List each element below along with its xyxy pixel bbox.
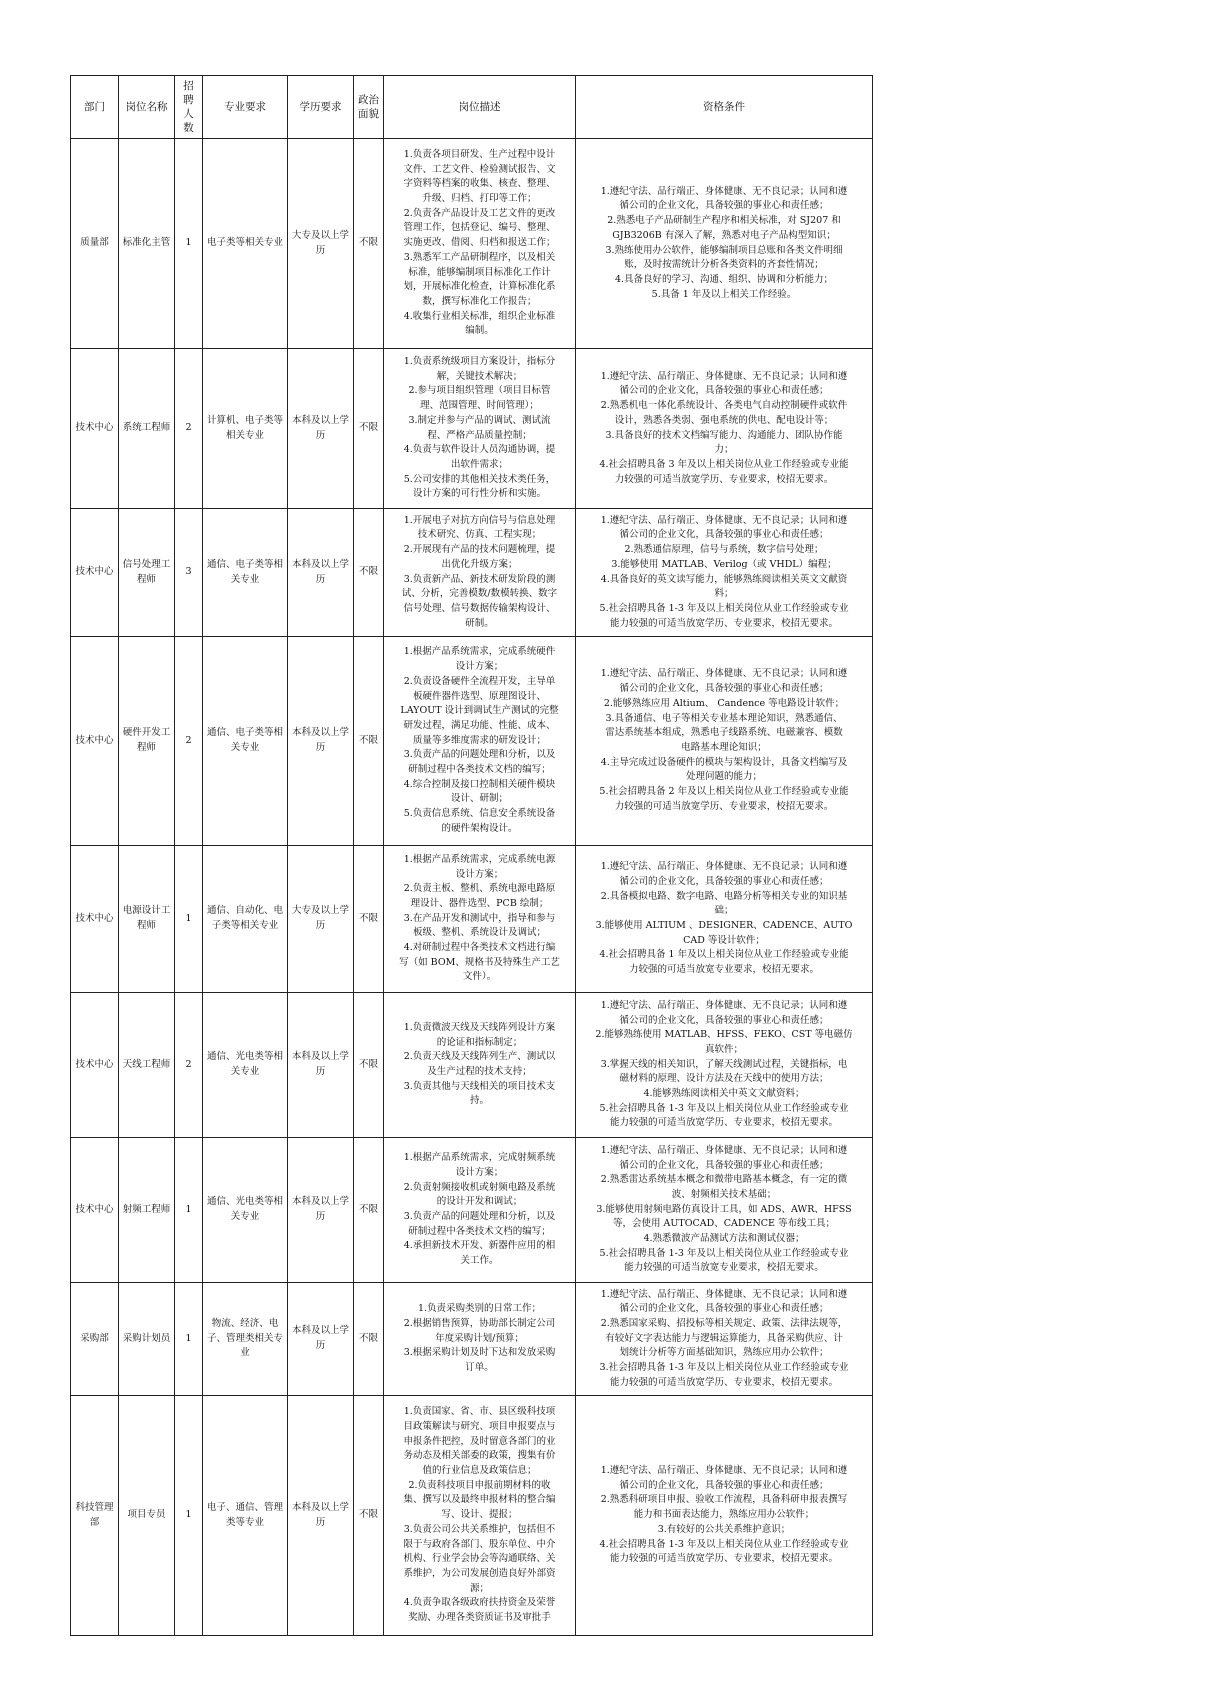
table-row — [71, 1283, 873, 1396]
qualification-line: 3.能够使用 MATLAB、Verilog（或 VHDL）编程； — [611, 558, 837, 570]
qualification-line: 划统计分析等方面基础知识，熟练应用办公软件； — [619, 1347, 829, 1359]
position-cell: 信号处理工程师 — [119, 509, 175, 637]
table-row — [71, 993, 873, 1138]
description-line: 1.负责微波天线及天线阵列设计方案 — [403, 1021, 556, 1033]
qualification-cell — [576, 993, 873, 1138]
description-cell — [384, 509, 576, 637]
qualification-line: 2.熟悉雷达系统基本概念和微带电路基本概念，有一定的微 — [600, 1174, 848, 1186]
qualification-line: 有较好文字表达能力与逻辑运算能力，具备采购供应、计 — [605, 1332, 843, 1344]
education-cell: 本科及以上学历 — [288, 1138, 354, 1283]
qualification-line: 4.具备良好的英文读写能力，能够熟练阅读相关英文文献资 — [600, 573, 848, 585]
count-cell: 1 — [175, 1138, 203, 1283]
description-line: 字资料等档案的收集、核查、整理、 — [403, 178, 556, 190]
table-row — [71, 1396, 873, 1636]
qualification-line: 力较强的可适当放宽学历、专业要求，校招无要求。 — [614, 473, 834, 485]
education-cell: 大专及以上学历 — [288, 846, 354, 993]
count-cell: 2 — [175, 993, 203, 1138]
qualification-line: 5.社会招聘具备 1-3 年及以上相关岗位从业工作经验或专业 — [599, 602, 849, 614]
qualification-line: 1.遵纪守法、品行端正、身体健康、无不良记录；认同和遵 — [600, 1288, 848, 1300]
qualification-line: 能力较强的可适当放宽专业要求，校招无要求。 — [624, 1262, 824, 1274]
qualification-line: 2.能够熟练使用 MATLAB、HFSS、FEKO、CST 等电磁仿 — [595, 1029, 853, 1041]
qualification-line: 磁材料的原理、设计方法及在天线中的使用方法； — [619, 1073, 829, 1085]
description-line: 试、分析，完善模数/数模转换、数字 — [401, 588, 558, 600]
education-cell: 本科及以上学历 — [288, 993, 354, 1138]
description-line: 技术研究、仿真、工程实现； — [417, 529, 542, 541]
qualification-line: 2.能够熟练应用 Altium、 Candence 等电路设计软件； — [603, 697, 845, 709]
count-cell: 2 — [175, 637, 203, 846]
description-line: 年度采购计划/预算； — [435, 1332, 524, 1344]
description-line: 写（如 BOM、规格书及特殊生产工艺 — [399, 956, 560, 968]
qualification-line: 波、射频相关技术基础； — [671, 1188, 777, 1200]
description-line: 奖励、办理各类资质证书及审批手 — [408, 1612, 551, 1624]
qualification-line: 循公司的企业文化，具备较强的事业心和责任感； — [619, 200, 829, 212]
count-cell: 2 — [175, 349, 203, 509]
position-cell: 项目专员 — [119, 1396, 175, 1636]
description-line: 4.对研制过程中各类技术文档进行编 — [403, 942, 556, 954]
qualification-line: 1.遵纪守法、品行端正、身体健康、无不良记录；认同和遵 — [600, 861, 848, 873]
description-line: 2.参与项目组织管理（项目目标管 — [408, 385, 551, 397]
education-cell: 大专及以上学历 — [288, 139, 354, 349]
description-line: 3.负责公司公共关系维护，包括但不 — [403, 1523, 556, 1535]
description-cell — [384, 1138, 576, 1283]
position-cell: 射频工程师 — [119, 1138, 175, 1283]
qualification-line: 5.社会招聘具备 1-3 年及以上相关岗位从业工作经验或专业 — [599, 1102, 849, 1114]
education-cell: 本科及以上学历 — [288, 1396, 354, 1636]
position-cell: 采购计划员 — [119, 1283, 175, 1396]
description-line: 板级、整机、系统设计及调试； — [412, 927, 546, 939]
description-line: 程、严格产品质量控制； — [427, 429, 532, 441]
qualification-line: 1.遵纪守法、品行端正、身体健康、无不良记录；认同和遵 — [600, 185, 848, 197]
qualification-line: 料； — [714, 588, 734, 600]
description-line: 理设计、器件选型、PCB 绘制； — [410, 897, 549, 909]
description-line: 1.负责系统级项目方案设计，指标分 — [403, 355, 556, 367]
qualification-line: 3.掌握天线的相关知识，了解天线测试过程，关键指标，电 — [600, 1058, 848, 1070]
political-cell: 不限 — [354, 637, 384, 846]
dept-cell: 技术中心 — [71, 846, 119, 993]
description-line: 研制过程中各类技术文档的编写； — [408, 764, 551, 776]
description-line: 2.负责设备硬件全流程开发，主导单 — [403, 675, 556, 687]
description-line: 4.综合控制及接口控制相关硬件模块 — [403, 778, 556, 790]
qualification-line: 循公司的企业文化，具备较强的事业心和责任感； — [619, 683, 829, 695]
description-cell — [384, 993, 576, 1138]
qualification-line: 真软件； — [704, 1043, 743, 1055]
dept-cell: 技术中心 — [71, 1138, 119, 1283]
qualification-line: 4.主导完成过设备硬件的模块与架构设计，具备文档编写及 — [600, 756, 848, 768]
qualification-line: 循公司的企业文化，具备较强的事业心和责任感； — [619, 529, 829, 541]
major-cell: 通信、自动化、电子类等相关专业 — [203, 846, 288, 993]
qualification-line: 处理问题的能力； — [685, 771, 762, 783]
qualification-line: 2.熟悉机电一体化系统设计、各类电气自动控制硬件或软件 — [600, 400, 848, 412]
qualification-line: 循公司的企业文化，具备较强的事业心和责任感； — [619, 385, 829, 397]
qualification-line: 电路基本理论知识； — [681, 742, 767, 753]
major-cell: 计算机、电子类等相关专业 — [203, 349, 288, 509]
education-cell: 本科及以上学历 — [288, 637, 354, 846]
description-line: 的设计开发和调试； — [436, 1196, 523, 1208]
major-cell: 电子、通信、管理类等专业 — [203, 1396, 288, 1636]
description-line: 申报条件把控，及时留意各部门的业 — [403, 1435, 556, 1447]
description-line: 的论证和指标制定； — [436, 1036, 523, 1048]
count-cell: 1 — [175, 139, 203, 349]
description-line: 3.制定并参与产品的调试、测试流 — [408, 414, 551, 426]
education-cell: 本科及以上学历 — [288, 349, 354, 509]
qualification-line: 能力较强的可适当放宽学历、专业要求，校招无要求。 — [609, 1553, 838, 1565]
qualification-cell — [576, 1283, 873, 1396]
description-line: 3.负责产品的问题处理和分析，以及 — [403, 749, 556, 761]
description-line: 理、范围管理、时间管理）； — [420, 400, 539, 412]
dept-cell: 技术中心 — [71, 509, 119, 637]
header-political: 政治面貌 — [354, 76, 384, 139]
description-line: 订单。 — [465, 1362, 494, 1374]
major-cell: 电子类等相关专业 — [203, 139, 288, 349]
description-line: 1.开展电子对抗方向信号与信息处理 — [403, 514, 556, 526]
count-cell: 1 — [175, 1283, 203, 1396]
description-line: 出优化升级方案； — [441, 558, 518, 570]
description-cell — [384, 637, 576, 846]
description-line: 出软件需求； — [450, 458, 508, 470]
qualification-line: 能力和书面表达能力，熟练应用办公软件； — [633, 1509, 815, 1521]
education-cell: 本科及以上学历 — [288, 1283, 354, 1396]
description-line: 解，关键技术解决； — [436, 370, 523, 382]
header-count: 招聘人数 — [175, 76, 203, 139]
description-line: 设计方案； — [455, 1166, 504, 1178]
qualification-line: 3.熟练使用办公软件，能够编制项目总账和各类文件明细 — [605, 244, 843, 256]
description-line: 3.根据采购计划及时下达和发放采购 — [403, 1347, 556, 1359]
qualification-line: 4.社会招聘具备 3 年及以上相关岗位从业工作经验或专业能 — [599, 458, 849, 470]
description-line: 务动态及相关部委的政策，搜集有价 — [403, 1450, 556, 1462]
description-line: 2.负责科技项目申报前期材料的收 — [408, 1479, 551, 1491]
qualification-line: GJB3206B 有深入了解，熟悉对电子产品构型知识； — [612, 229, 836, 241]
qualification-line: 循公司的企业文化，具备较强的事业心和责任感； — [619, 1479, 829, 1491]
description-line: 4.承担新技术开发、新器件应用的相 — [403, 1240, 556, 1252]
qualification-line: 4.社会招聘具备 1 年及以上相关岗位从业工作经验或专业能 — [599, 949, 849, 961]
dept-cell: 技术中心 — [71, 993, 119, 1138]
description-line: 质量等多维度需求的研发设计； — [412, 734, 546, 746]
qualification-line: 2.熟悉电子产品研制生产程序和相关标准，对 SJ207 和 — [607, 215, 841, 227]
qualification-line: 4.熟悉微波产品测试方法和测试仪器； — [643, 1233, 805, 1245]
qualification-cell — [576, 509, 873, 637]
qualification-cell — [576, 349, 873, 509]
description-line: 集、撰写以及最终申报材料的整合编 — [403, 1494, 556, 1506]
description-line: 1.根据产品系统需求，完成射频系统 — [403, 1152, 556, 1164]
qualification-line: 1.遵纪守法、品行端正、身体健康、无不良记录；认同和遵 — [600, 1144, 848, 1156]
position-cell: 系统工程师 — [119, 349, 175, 509]
description-line: 2.负责天线及天线阵列生产、测试以 — [403, 1051, 556, 1063]
description-cell — [384, 846, 576, 993]
qualification-line: 4.具备良好的学习、沟通、组织、协调和分析能力； — [614, 273, 834, 285]
description-line: 文件）。 — [462, 971, 497, 983]
description-line: 1.负责采购类别的日常工作； — [417, 1303, 542, 1315]
description-line: 写、设计、提报； — [441, 1509, 518, 1521]
description-line: 设计、研制； — [450, 793, 508, 805]
description-line: 3.负责产品的问题处理和分析，以及 — [403, 1211, 556, 1222]
qualification-line: 2.熟悉国家采购、招投标等相关规定、政策、法律法规等， — [600, 1317, 848, 1329]
description-line: 1.根据产品系统需求，完成系统电源 — [403, 853, 556, 865]
description-line: 管理工作，包括登记、编号、整理、 — [403, 222, 556, 234]
qualification-cell — [576, 846, 873, 993]
major-cell: 通信、电子类等相关专业 — [203, 509, 288, 637]
description-cell — [384, 139, 576, 349]
qualification-line: 1.遵纪守法、品行端正、身体健康、无不良记录；认同和遵 — [600, 1465, 848, 1477]
qualification-line: 等，会使用 AUTOCAD、CADENCE 等布线工具； — [613, 1218, 835, 1230]
table-body — [71, 139, 873, 1636]
description-line: 4.负责争取各级政府扶持资金及荣誉 — [403, 1597, 556, 1609]
description-line: 限于与政府各部门、股东单位、中介 — [403, 1538, 556, 1550]
qualification-cell — [576, 139, 873, 349]
header-position: 岗位名称 — [119, 76, 175, 139]
description-line: 1.负责各项目研发、生产过程中设计 — [403, 148, 556, 160]
description-line: 5.公司安排的其他相关技术类任务， — [403, 473, 556, 485]
dept-cell: 技术中心 — [71, 349, 119, 509]
description-line: 升级、归档、打印等工作； — [422, 193, 537, 205]
qualification-line: 5.社会招聘具备 2 年及以上相关岗位从业工作经验或专业能 — [599, 786, 849, 798]
qualification-line: 力较强的可适当放宽学历、专业要求，校招无要求。 — [614, 800, 834, 812]
qualification-line: 5.具备 1 年及以上相关工作经验。 — [651, 288, 797, 300]
qualification-line: 能力较强的可适当放宽学历、专业要求，校招无要求。 — [609, 1117, 838, 1129]
description-line: LAYOUT 设计到调试生产测试的完整 — [400, 705, 559, 717]
qualification-line: 雷达系统基本组成，熟悉电子线路系统、电磁兼容、模数 — [605, 727, 843, 739]
qualification-cell — [576, 1138, 873, 1283]
description-line: 的硬件架构设计。 — [441, 822, 518, 834]
qualification-line: 2.熟悉科研项目申报、验收工作流程，具备科研申报表撰写 — [600, 1494, 848, 1506]
qualification-line: 力； — [714, 444, 734, 456]
description-line: 目政策解读与研究、项目申报要点与 — [403, 1420, 556, 1432]
description-cell — [384, 349, 576, 509]
qualification-line: 账，及时按需统计分析各类资料的齐套性情况； — [624, 259, 824, 271]
description-line: 3.负责其他与天线相关的项目技术支 — [403, 1080, 556, 1092]
qualification-line: 循公司的企业文化，具备较强的事业心和责任感； — [619, 1159, 829, 1171]
qualification-line: 能力较强的可适当放宽学历、专业要求，校招无要求。 — [609, 617, 838, 629]
political-cell: 不限 — [354, 139, 384, 349]
political-cell: 不限 — [354, 509, 384, 637]
table-header-row — [71, 76, 873, 139]
qualification-line: 1.遵纪守法、品行端正、身体健康、无不良记录；认同和遵 — [600, 999, 848, 1011]
table-row — [71, 509, 873, 637]
qualification-line: 2.具备模拟电路、数字电路、电路分析等相关专业的知识基 — [600, 890, 848, 902]
description-line: 4.负责与软件设计人员沟通协调，提 — [403, 444, 556, 456]
major-cell: 通信、光电类等相关专业 — [203, 1138, 288, 1283]
major-cell: 通信、光电类等相关专业 — [203, 993, 288, 1138]
description-line: 标准，能够编制项目标准化工作计 — [408, 266, 551, 278]
description-line: 文件、工艺文件、检验测试报告、文 — [403, 163, 556, 175]
description-line: 5.负责信息系统、信息安全系统设备 — [403, 808, 556, 820]
qualification-line: 1.遵纪守法、品行端正、身体健康、无不良记录；认同和遵 — [600, 514, 848, 526]
description-line: 值的行业信息及政策信息； — [422, 1465, 537, 1477]
description-line: 设计方案的可行性分析和实施。 — [412, 488, 546, 500]
position-cell: 电源设计工程师 — [119, 846, 175, 993]
qualification-line: 5.社会招聘具备 1-3 年及以上相关岗位从业工作经验或专业 — [599, 1247, 849, 1259]
dept-cell: 采购部 — [71, 1283, 119, 1396]
header-dept: 部门 — [71, 76, 119, 139]
dept-cell: 质量部 — [71, 139, 119, 349]
description-line: 设计方案； — [455, 868, 504, 880]
description-line: 2.开展现有产品的技术问题梳理，提 — [403, 544, 556, 556]
qualification-line: 3.具备通信、电子等相关专业基本理论知识，熟悉通信、 — [605, 712, 843, 724]
political-cell: 不限 — [354, 349, 384, 509]
description-line: 板硬件器件选型、原理图设计、 — [412, 690, 546, 702]
qualification-line: 4.能够熟练阅读相关中英文文献资料； — [643, 1088, 805, 1100]
description-line: 源； — [469, 1582, 489, 1594]
description-line: 及生产过程的技术支持； — [427, 1066, 532, 1077]
qualification-line: 循公司的企业文化，具备较强的事业心和责任感； — [619, 875, 829, 887]
qualification-line: 3.有较好的公共关系维护意识； — [657, 1523, 791, 1535]
description-line: 系维护，为公司发展创造良好外部资 — [403, 1567, 556, 1579]
qualification-line: 3.能够使用 ALTIUM 、DESIGNER、CADENCE、AUTO — [595, 920, 853, 931]
count-cell: 3 — [175, 509, 203, 637]
qualification-line: 4.社会招聘具备 1-3 年及以上相关岗位从业工作经验或专业 — [599, 1538, 849, 1550]
description-line: 研制过程中各类技术文档的编写； — [408, 1225, 551, 1237]
qualification-line: 能力较强的可适当放宽学历、专业要求，校招无要求。 — [609, 1376, 838, 1388]
qualification-line: 1.遵纪守法、品行端正、身体健康、无不良记录；认同和遵 — [600, 370, 848, 382]
description-line: 关工作。 — [460, 1255, 499, 1267]
political-cell: 不限 — [354, 846, 384, 993]
qualification-line: 循公司的企业文化，具备较强的事业心和责任感； — [619, 1014, 829, 1026]
header-major: 专业要求 — [203, 76, 288, 139]
qualification-line: 设计，熟悉各类弱、强电系统的供电、配电设计等； — [614, 414, 834, 426]
political-cell: 不限 — [354, 1396, 384, 1636]
qualification-cell — [576, 637, 873, 846]
qualification-line: 础； — [714, 905, 734, 917]
count-cell: 1 — [175, 846, 203, 993]
description-line: 1.负责国家、省、市、县区级科技项 — [403, 1406, 556, 1418]
qualification-cell — [576, 1396, 873, 1636]
description-line: 2.负责主板、整机、系统电源电路原 — [403, 883, 556, 895]
recruitment-table — [70, 75, 873, 1636]
description-line: 2.根据销售预算，协助部长制定公司 — [403, 1317, 556, 1329]
position-cell: 标准化主管 — [119, 139, 175, 349]
description-line: 1.根据产品系统需求，完成系统硬件 — [403, 646, 556, 658]
table-row — [71, 1138, 873, 1283]
table-row — [71, 349, 873, 509]
header-description: 岗位描述 — [384, 76, 576, 139]
position-cell: 硬件开发工程师 — [119, 637, 175, 846]
qualification-line: 2.熟悉通信原理，信号与系统，数字信号处理； — [624, 544, 824, 556]
description-line: 设计方案； — [455, 661, 504, 673]
description-line: 2.负责射频接收机或射频电路及系统 — [403, 1181, 556, 1193]
description-line: 信号处理、信号数据传输架构设计、 — [403, 602, 556, 614]
qualification-line: 3.能够使用射频电路仿真设计工具，如 ADS、AWR、HFSS — [596, 1203, 852, 1215]
qualification-line: 循公司的企业文化，具备较强的事业心和责任感； — [619, 1303, 829, 1315]
qualification-line: 3.社会招聘具备 1-3 年及以上相关岗位从业工作经验或专业 — [599, 1362, 849, 1374]
dept-cell: 科技管理部 — [71, 1396, 119, 1636]
description-cell — [384, 1283, 576, 1396]
qualification-line: 3.具备良好的技术文档编写能力、沟通能力、团队协作能 — [605, 429, 843, 441]
description-line: 机构、行业学会协会等沟通联络、关 — [403, 1553, 556, 1565]
description-line: 3.在产品开发和测试中，指导和参与 — [403, 912, 556, 924]
description-line: 实施更改、借阅、归档和报送工作； — [403, 237, 556, 249]
description-line: 3.负责新产品、新技术研发阶段的测 — [403, 573, 556, 585]
education-cell: 本科及以上学历 — [288, 509, 354, 637]
header-qualification: 资格条件 — [576, 76, 873, 139]
description-line: 研制。 — [465, 617, 494, 629]
description-line: 3.熟悉军工产品研制程序，以及相关 — [403, 251, 556, 263]
qualification-line: 1.遵纪守法、品行端正、身体健康、无不良记录；认同和遵 — [600, 668, 848, 680]
description-cell — [384, 1396, 576, 1636]
table-row — [71, 139, 873, 349]
description-line: 持。 — [469, 1095, 489, 1107]
political-cell: 不限 — [354, 1283, 384, 1396]
count-cell: 1 — [175, 1396, 203, 1636]
position-cell: 天线工程师 — [119, 993, 175, 1138]
political-cell: 不限 — [354, 993, 384, 1138]
description-line: 划，开展标准化检查，计算标准化系 — [403, 281, 556, 293]
header-education: 学历要求 — [288, 76, 354, 139]
description-line: 研发过程，满足功能、性能、成本、 — [403, 719, 556, 731]
table-row — [71, 846, 873, 993]
table-row — [71, 637, 873, 846]
description-line: 数，撰写标准化工作报告； — [422, 295, 537, 307]
major-cell: 物流、经济、电子、管理类相关专业 — [203, 1283, 288, 1396]
description-line: 编制。 — [465, 325, 494, 337]
qualification-line: CAD 等设计软件； — [683, 934, 765, 946]
qualification-line: 力较强的可适当放宽专业要求，校招无要求。 — [628, 964, 819, 976]
description-line: 4.收集行业相关标准，组织企业标准 — [403, 310, 556, 322]
political-cell: 不限 — [354, 1138, 384, 1283]
description-line: 2.负责各产品设计及工艺文件的更改 — [403, 207, 556, 219]
major-cell: 通信、电子类等相关专业 — [203, 637, 288, 846]
dept-cell: 技术中心 — [71, 637, 119, 846]
